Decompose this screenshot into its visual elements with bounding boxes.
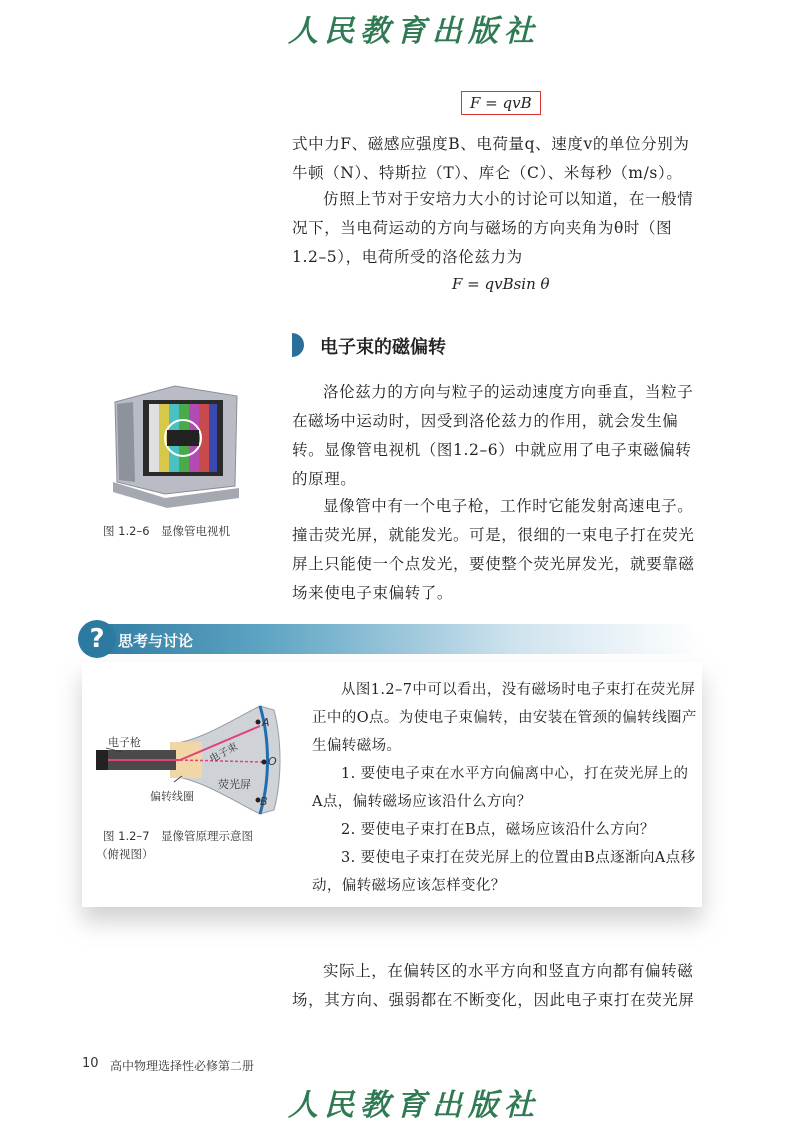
fig7-label-O: O [268, 755, 277, 768]
paragraph-lorentz-deflection: 洛伦兹力的方向与粒子的运动速度方向垂直，当粒子在磁场中运动时，因受到洛伦兹力的作用，就会发生偏转。显像管电视机（图1.2–6）中就应用了电子束磁偏转的原理。 [292, 383, 694, 488]
fig6-caption: 图 1.2–6 显像管电视机 [103, 524, 231, 538]
fig7-label-coil: 偏转线圈 [150, 790, 194, 803]
question-mark-icon: ? [78, 620, 116, 658]
paragraph-general-case: 仿照上节对于安培力大小的讨论可以知道，在一般情况下，当电荷运动的方向与磁场的方向夹角为θ时（图1.2–5），电荷所受的洛伦兹力为 [292, 190, 694, 266]
formula-boxed: F = qvB [461, 91, 541, 115]
question-1: 1. 要使电子束在水平方向偏离中心，打在荧光屏上的A点，偏转磁场应该沿什么方向？ [312, 766, 689, 810]
discussion-title: 思考与讨论 [118, 632, 194, 650]
page-number: 10 [82, 1056, 99, 1071]
fig7-caption: 图 1.2–7 显像管原理示意图 [103, 829, 254, 843]
paragraph-units: 式中力F、磁感应强度B、电荷量q、速度v的单位分别为牛顿（N）、特斯拉（T）、库仑（C）、米每秒（m/s）。 [292, 135, 690, 182]
section-title: 电子束的磁偏转 [320, 337, 446, 358]
discussion-intro: 从图1.2–7中可以看出，没有磁场时电子束打在荧光屏正中的O点。为使电子束偏转，由安装在管颈的偏转线圈产生偏转磁场。 [312, 682, 697, 754]
fig7-label-gun: 电子枪 [108, 736, 141, 749]
fig7-label-A: A [262, 716, 270, 729]
fig7-label-B: B [260, 795, 268, 808]
crt-tv-image [105, 382, 245, 512]
formula-sin-theta: F = qvBsin θ [452, 275, 550, 293]
fig7-label-beam: 电子束 [208, 741, 240, 766]
book-title: 高中物理选择性必修第二册 [110, 1059, 255, 1073]
section-marker [292, 333, 304, 357]
paragraph-actual-deflection: 实际上，在偏转区的水平方向和竖直方向都有偏转磁场，其方向、强弱都在不断变化，因此电子束打在荧光屏 [292, 962, 695, 1009]
paragraph-electron-gun: 显像管中有一个电子枪，工作时它能发射高速电子。撞击荧光屏，就能发光。可是，很细的一束电子打在荧光屏上只能使一个点发光，要使整个荧光屏发光，就要靠磁场来使电子束偏转了。 [292, 497, 695, 602]
fig7-label-screen: 荧光屏 [218, 778, 251, 791]
publisher-logo-header: 人民教育出版社 [288, 14, 540, 49]
question-3: 3. 要使电子束打在荧光屏上的位置由B点逐渐向A点移动，偏转磁场应该怎样变化？ [312, 850, 696, 894]
fig7-caption-sub: （俯视图） [96, 847, 154, 861]
publisher-logo-footer: 人民教育出版社 [288, 1088, 540, 1123]
question-2: 2. 要使电子束打在B点，磁场应该沿什么方向？ [341, 822, 655, 838]
